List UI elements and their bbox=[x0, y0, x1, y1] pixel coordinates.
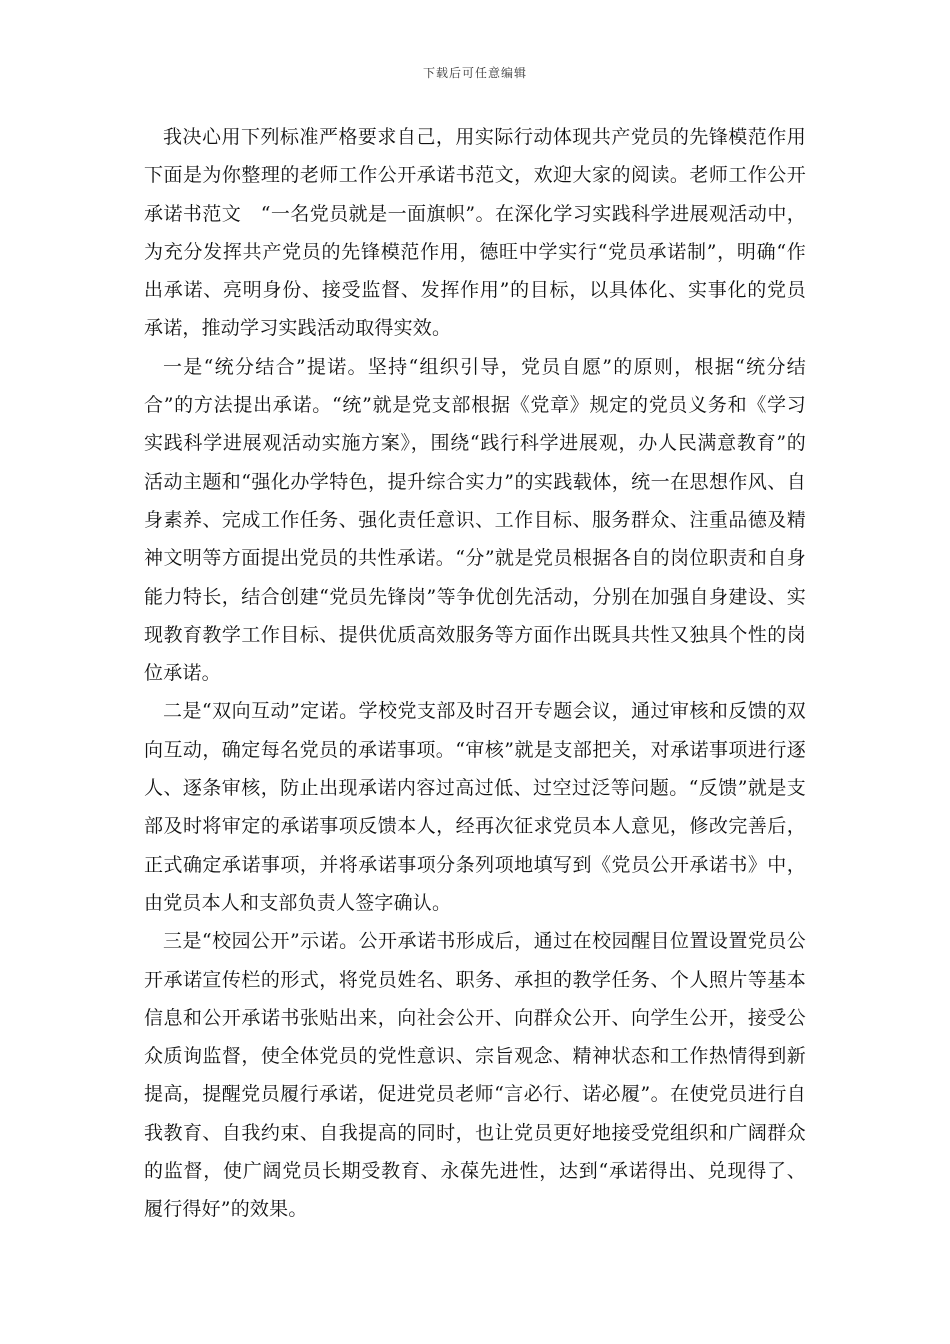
page-header-note: 下载后可任意编辑 bbox=[422, 66, 527, 80]
paragraph-intro: 我决心用下列标准严格要求自己，用实际行动体现共产党员的先锋模范作用下面是为你整理的老师工作公开承诺书范文，欢迎大家的阅读。老师工作公开承诺书范文 “一名党员就是一面旗帜”。在深化学习实践科学进展观活动中，为充分发挥共产党员的先锋模范作用，德旺中学实行“党员承诺制”，明确“作出承诺、亮明身份、接受监督、发挥作用”的目标，以具体化、实事化的党员承诺，推动学习实践活动取得实效。 bbox=[144, 126, 806, 340]
paragraph-point-one: 一是“统分结合”提诺。坚持“组织引导，党员自愿”的原则，根据“统分结合”的方法提出承诺。“统”就是党支部根据《党章》规定的党员义务和《学习实践科学进展观活动实施方案》，围绕“践行科学进展观，办人民满意教育”的活动主题和“强化办学特色，提升综合实力”的实践载体，统一在思想作风、自身素养、完成工作任务、强化责任意识、工作目标、服务群众、注重品德及精神文明等方面提出党员的共性承诺。“分”就是党员根据各自的岗位职责和自身能力特长，结合创建“党员先锋岗”等争优创先活动，分别在加强自身建设、实现教育教学工作目标、提供优质高效服务等方面作出既具共性又独具个性的岗位承诺。 bbox=[144, 355, 806, 685]
document-body bbox=[144, 118, 806, 1229]
paragraph-point-three: 三是“校园公开”示诺。公开承诺书形成后，通过在校园醒目位置设置党员公开承诺宣传栏的形式，将党员姓名、职务、承担的教学任务、个人照片等基本信息和公开承诺书张贴出来，向社会公开、向群众公开、向学生公开，接受公众质询监督，使全体党员的党性意识、宗旨观念、精神状态和工作热情得到新提高，提醒党员履行承诺，促进党员老师“言必行、诺必履”。在使党员进行自我教育、自我约束、自我提高的同时，也让党员更好地接受党组织和广阔群众的监督，使广阔党员长期受教育、永葆先进性，达到“承诺得出、兑现得了、履行得好”的效果。 bbox=[144, 930, 806, 1221]
paragraph-point-two: 二是“双向互动”定诺。学校党支部及时召开专题会议，通过审核和反馈的双向互动，确定每名党员的承诺事项。“审核”就是支部把关，对承诺事项进行逐人、逐条审核，防止出现承诺内容过高过低、过空过泛等问题。“反馈”就是支部及时将审定的承诺事项反馈本人，经再次征求党员本人意见，修改完善后，正式确定承诺事项，并将承诺事项分条列项地填写到《党员公开承诺书》中，由党员本人和支部负责人签字确认。 bbox=[144, 700, 806, 914]
